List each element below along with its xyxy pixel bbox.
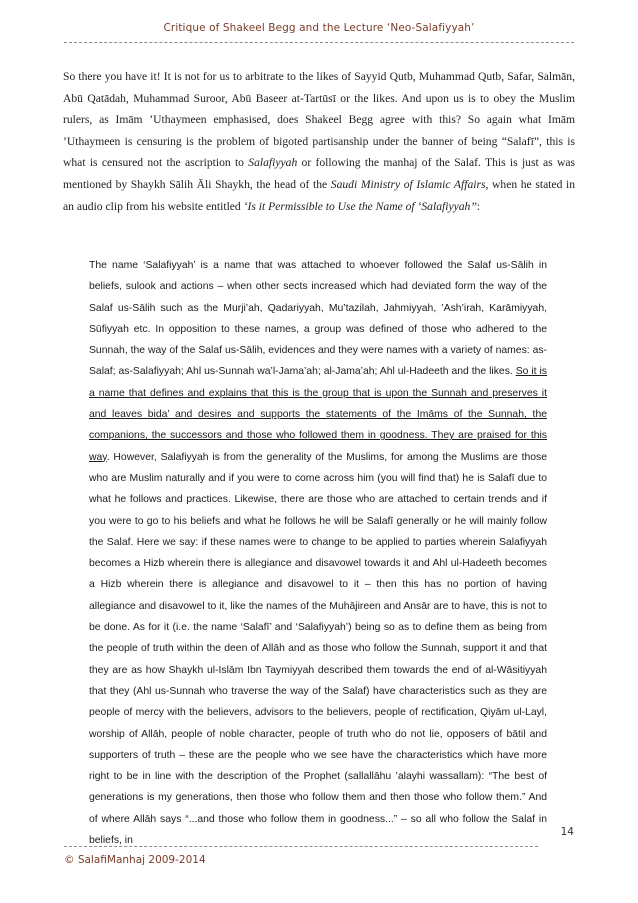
footer-divider	[64, 846, 538, 847]
intro-text-4: :	[476, 199, 480, 213]
quote-underlined-passage: So it is a name that defines and explains that this is the group that is upon the Sunnah and preserves it and leaves bida’ and desires and supports the statements of the Imāms of the Sunnah, the companions, the successors and those who followed them in goodness. They are praised for this way	[89, 366, 548, 463]
footer-copyright: © SalafiManhaj 2009-2014	[64, 854, 206, 866]
running-header-title: Critique of Shakeel Begg and the Lecture ‘Neo-Salafiyyah’	[163, 22, 475, 34]
block-quote	[89, 255, 547, 851]
quote-text-2: . However, Salafiyyah is from the generality of the Muslims, for among the Muslims are those who are Muslim naturally and if you were to come across him (you will find that) he is Salafī due to what he follows and practices. Likewise, there are those who are attached to certain trends and if you were to go to his beliefs and what he follows he will be Salafī generally or he will mainly follow the Salaf. Here we say: if these names were to change to be applied to parties wherein Salafiyyah becomes a Hizb wherein there is allegiance and disavowel towards it and Ahl ul-Hadeeth becomes a Hizb wherein there is allegiance and disavowel to it – then this has no portion of having allegiance and disavowel to it, like the names of the Muhājireen and Ansār are to have, this is not to be done. As for it (i.e. the name ‘Salafī’ and ‘Salafiyyah’) being so as to define them as being from the people of truth within the deen of Allāh and as those who follow the Sunnah, support it and that they are as how Shaykh ul-Islām Ibn Taymiyyah described them towards the end of al-Wāsitiyyah that they (Ahl us-Sunnah who traverse the way of the Salaf) have characteristics such as they are people of mercy with the believers, advisors to the believers, people of rectification, Qiyām ul-Layl, worship of Allāh, people of noble character, people of truth who do not lie, opposers of bātil and supporters of truth – these are the people who we see have the characteristics which have more right to be in line with the description of the Prophet (sallallāhu ’alayhi wassallam): “The best of generations is my generations, then those who follow them and then those who follow them.” And of where Allāh says “...and those who follow them in goodness...” – so all who follow the Salaf in beliefs, in	[89, 451, 547, 847]
intro-italic-ministry: Saudi Ministry of Islamic Affairs	[330, 177, 486, 191]
intro-text-1: So there you have it! It is not for us to arbitrate to the likes of Sayyid Qutb, Muhammad Qutb, Safar, Salmān, Abū Qatādah, Muhammad Suroor, Abū Baseer at-Tartūsī or the likes. And upon us is to obey the Muslim rulers, as Imām ’Uthaymeen emphasised, does Shakeel Begg agree with this? So again what Imām ’Uthaymeen is censuring is the problem of bigoted partisanship under the banner of being “Salafī”, this is what is censured not the ascription to	[63, 70, 575, 170]
intro-italic-salafiyyah: Salafiyyah	[248, 156, 298, 170]
header-divider	[64, 42, 574, 43]
intro-italic-audio-title: ‘Is it Permissible to Use the Name of ‘Salafiyyah’’	[243, 199, 477, 213]
intro-paragraph	[63, 66, 575, 217]
intro-text-3: , when he stated in an audio clip from his website entitled	[63, 177, 576, 213]
intro-text-2: or following the manhaj of the Salaf. This is just as was mentioned by Shaykh Sālih Āli Shaykh, the head of the	[63, 156, 575, 191]
page-number: 14	[560, 826, 574, 838]
quote-text-1: The name ‘Salafiyyah’ is a name that was attached to whoever followed the Salaf us-Sālih in beliefs, sulook and actions – when other sects increased which had deviated form the way of the Salaf us-Sālih such as the Murji’ah, Qadariyyah, Mu’tazilah, Jahmiyyah, ’Ash’irah, Karāmiyyah, Sūfiyyah etc. In opposition to these names, a group was defined of those who adhered to the Sunnah, the way of the Salaf us-Sālih, evidences and they were names with a variety of names: as-Salaf; as-Salafiyyah; Ahl us-Sunnah wa’l-Jama’ah; al-Jama’ah; Ahl ul-Hadeeth and the likes.	[89, 260, 547, 378]
